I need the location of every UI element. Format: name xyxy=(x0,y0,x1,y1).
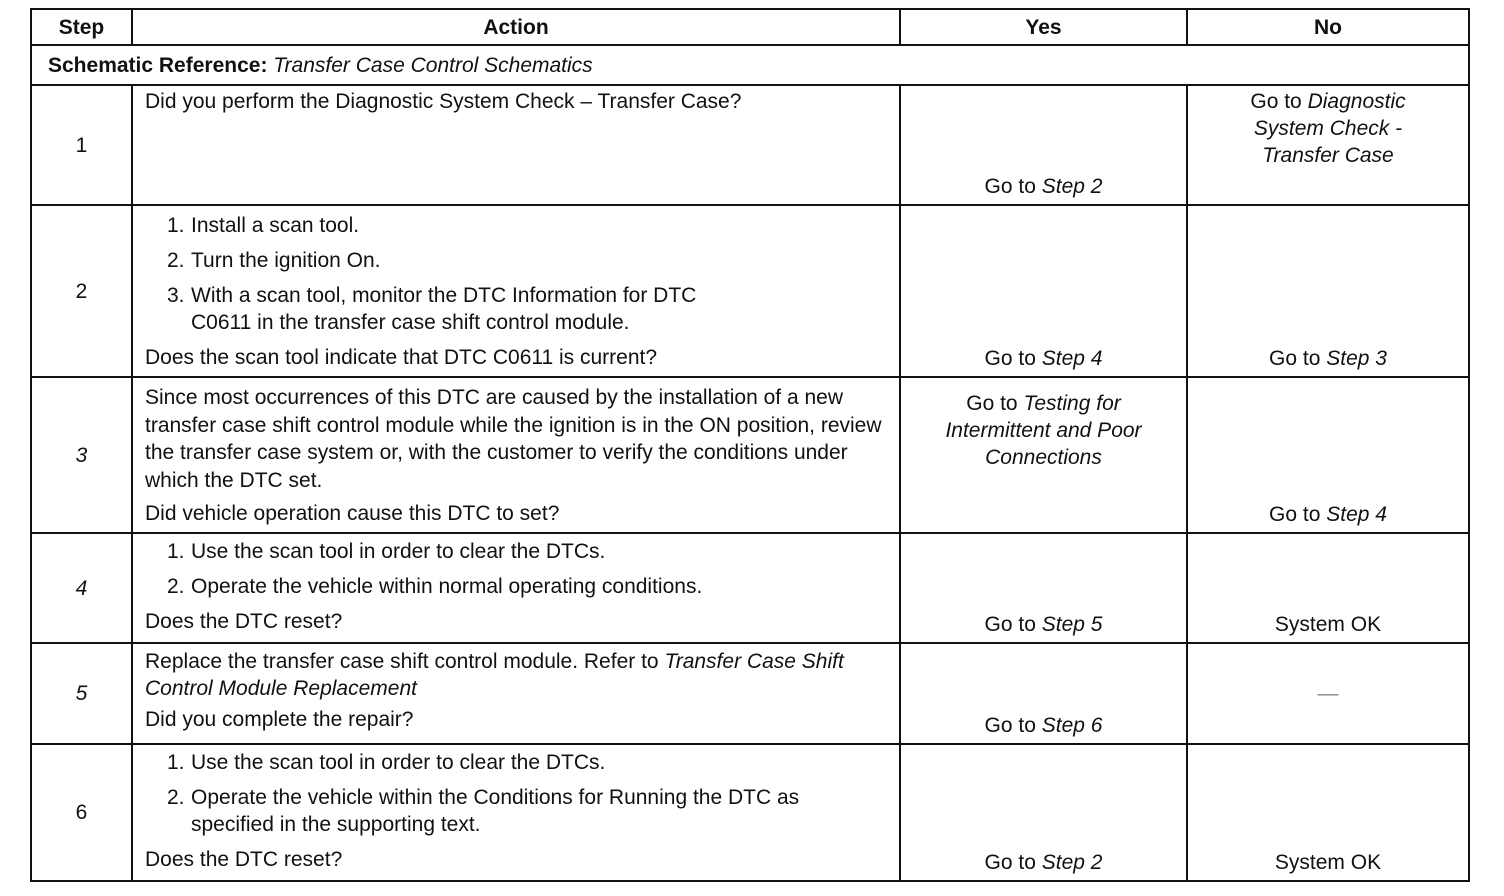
table-row xyxy=(31,377,1469,533)
no-prefix: Go to xyxy=(1250,90,1302,113)
list-item: 1. Use the scan tool in order to clear the DTCs. xyxy=(167,751,606,774)
no-link[interactable]: Step 4 xyxy=(1326,503,1387,526)
action-question: Does the DTC reset? xyxy=(145,848,343,871)
no-cell xyxy=(1187,377,1469,533)
yes-link[interactable]: Testing for Intermittent and Poor Connections xyxy=(945,392,1142,469)
yes-cell xyxy=(900,533,1187,643)
action-link[interactable]: Transfer Case Shift Control Module Replacement xyxy=(145,650,844,700)
list-item: 1. Use the scan tool in order to clear the DTCs. xyxy=(167,540,606,563)
step-number: 4 xyxy=(31,533,132,643)
yes-link[interactable]: Step 2 xyxy=(1041,851,1103,874)
yes-prefix: Go to xyxy=(984,714,1036,737)
no-link[interactable]: Diagnostic System Check - Transfer Case xyxy=(1253,90,1406,167)
yes-prefix: Go to xyxy=(984,851,1036,874)
table-row xyxy=(31,205,1469,377)
action-text: Replace the transfer case shift control module. Refer to Transfer Case Shift Control Module Replacement xyxy=(145,650,844,700)
yes-cell xyxy=(900,377,1187,533)
action-text: Since most occurrences of this DTC are caused by the installation of a new transfer case shift control module while the ignition is in the ON position, review the transfer case system or, with the customer to verify the conditions under which the DTC set. xyxy=(145,386,882,492)
action-text: Did you perform the Diagnostic System Check – Transfer Case? xyxy=(145,90,742,113)
yes-prefix: Go to xyxy=(984,175,1036,198)
action-question: Does the scan tool indicate that DTC C0611 is current? xyxy=(145,346,658,369)
yes-prefix: Go to xyxy=(966,392,1018,415)
list-item: 2. Operate the vehicle within normal operating conditions. xyxy=(167,575,703,598)
no-text: System OK xyxy=(1274,613,1382,636)
table-row xyxy=(31,533,1469,643)
action-question: Does the DTC reset? xyxy=(145,610,343,633)
step-number: 6 xyxy=(31,744,132,881)
action-cell xyxy=(132,377,900,533)
schematic-reference-label: Schematic Reference: xyxy=(48,53,268,77)
action-cell xyxy=(132,643,900,744)
action-cell xyxy=(132,85,900,205)
schematic-reference-link[interactable]: Transfer Case Control Schematics xyxy=(273,53,593,77)
yes-cell xyxy=(900,744,1187,881)
no-cell xyxy=(1187,744,1469,881)
no-text: — xyxy=(1317,682,1339,705)
action-cell xyxy=(132,205,900,377)
diagnostic-table-page xyxy=(30,8,1468,880)
yes-link[interactable]: Step 5 xyxy=(1041,613,1103,636)
action-steps-list xyxy=(145,212,887,336)
list-item: 1. Install a scan tool. xyxy=(167,214,360,237)
no-cell xyxy=(1187,533,1469,643)
table-row xyxy=(31,85,1469,205)
no-prefix: Go to xyxy=(1269,503,1321,526)
yes-link[interactable]: Step 4 xyxy=(1041,347,1103,370)
table-row xyxy=(31,744,1469,881)
schematic-reference-row xyxy=(31,45,1469,85)
yes-prefix: Go to xyxy=(984,347,1036,370)
action-cell xyxy=(132,744,900,881)
action-steps-list xyxy=(145,538,887,600)
no-cell xyxy=(1187,85,1469,205)
step-number: 5 xyxy=(31,643,132,744)
yes-cell xyxy=(900,85,1187,205)
action-steps-list xyxy=(145,749,887,838)
action-cell xyxy=(132,533,900,643)
list-item: 3. With a scan tool, monitor the DTC Information for DTC C0611 in the transfer case shift control module. xyxy=(167,284,697,334)
no-cell xyxy=(1187,205,1469,377)
table-row xyxy=(31,643,1469,744)
no-text: System OK xyxy=(1274,851,1382,874)
header-step: Step xyxy=(31,9,132,45)
yes-cell xyxy=(900,205,1187,377)
header-no: No xyxy=(1187,9,1469,45)
list-item: 2. Operate the vehicle within the Conditions for Running the DTC as specified in the supporting text. xyxy=(167,786,800,836)
list-item: 2. Turn the ignition On. xyxy=(167,249,381,272)
step-number: 3 xyxy=(31,377,132,533)
yes-cell xyxy=(900,643,1187,744)
action-question: Did you complete the repair? xyxy=(145,708,414,731)
no-cell xyxy=(1187,643,1469,744)
yes-prefix: Go to xyxy=(984,613,1036,636)
header-action: Action xyxy=(132,9,900,45)
step-number: 2 xyxy=(31,205,132,377)
action-question: Did vehicle operation cause this DTC to set? xyxy=(145,502,560,525)
yes-link[interactable]: Step 6 xyxy=(1041,714,1103,737)
table-header-row xyxy=(31,9,1469,45)
no-prefix: Go to xyxy=(1269,347,1321,370)
schematic-reference xyxy=(31,45,1469,85)
diagnostic-table xyxy=(30,8,1470,882)
no-link[interactable]: Step 3 xyxy=(1326,347,1387,370)
yes-link[interactable]: Step 2 xyxy=(1041,175,1103,198)
step-number: 1 xyxy=(31,85,132,205)
header-yes: Yes xyxy=(900,9,1187,45)
